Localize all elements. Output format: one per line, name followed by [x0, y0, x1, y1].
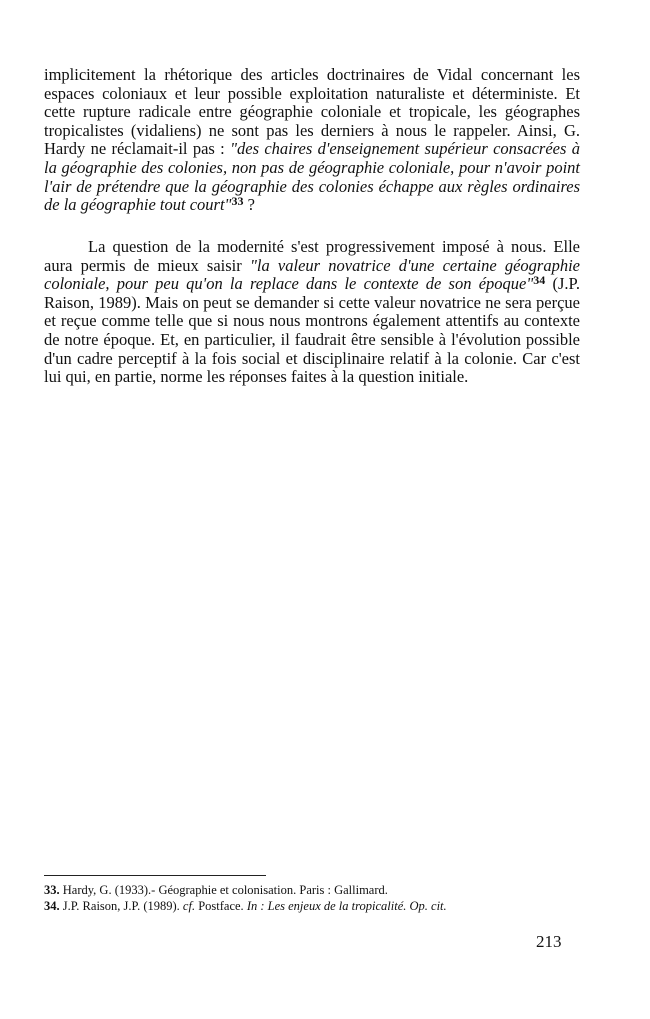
footnote-separator [44, 875, 266, 876]
paragraph-1-end: ? [243, 195, 255, 215]
paragraph-1 [44, 66, 580, 215]
paragraph-2-end: (J.P. Raison, 1989). Mais on peut se demander si cette valeur novatrice ne sera perçue et reçue comme telle que si nous nous montrons également attentifs au contexte de notre époque. Et, en particulier, il faudrait être sensible à l'évolution possible d'un cadre perceptif à la fois social et disciplinaire relatif à la colonie. Car c'est lui qui, en partie, norme les réponses faites à la question initiale. [44, 274, 580, 387]
footnote-text-2: Postface. [195, 899, 247, 913]
footnote-ref-33: 33 [231, 194, 244, 209]
footnote-in: In : Les enjeux de la tropicalité. Op. cit. [246, 899, 447, 913]
paragraph-2 [44, 238, 580, 387]
paragraph-2-text: La question de la modernité s'est progressivement imposé à nous. Elle aura permis de mieux saisir [44, 237, 580, 275]
footnote-text: J.P. Raison, J.P. (1989). [59, 899, 183, 913]
footnote-ref-34: 34 [533, 273, 546, 288]
footnote-number: 33. [44, 883, 60, 897]
raison-quotation: "la valeur novatrice d'une certaine géographie coloniale, pour peu qu'on la replace dans le contexte de son époque" [44, 255, 580, 294]
footnote-33 [44, 882, 584, 898]
footnote-34 [44, 898, 584, 914]
footnotes [44, 882, 584, 914]
footnote-number: 34. [44, 899, 60, 913]
footnote-cf: cf. [182, 899, 196, 913]
page-number: 213 [536, 932, 562, 951]
paragraph-1-text: implicitement la rhétorique des articles doctrinaires de Vidal concernant les espaces coloniaux et leur possible exploitation naturaliste et déterministe. Et cette rupture radicale entre géographie coloniale et tropicale, les géographes tropicalistes (vidaliens) ne sont pas les derniers à nous le rappeler. Ainsi, G. Hardy ne réclamait-il pas : [44, 65, 580, 159]
hardy-quotation: "des chaires d'enseignement supérieur consacrées à la géographie des colonies, non pas de géographie coloniale, pour n'avoir point l'air de prétendre que la géographie des colonies échappe aux règles ordinaires de la géographie tout court" [44, 139, 580, 215]
footnote-text: Hardy, G. (1933).- Géographie et colonisation. Paris : Gallimard. [59, 883, 388, 897]
